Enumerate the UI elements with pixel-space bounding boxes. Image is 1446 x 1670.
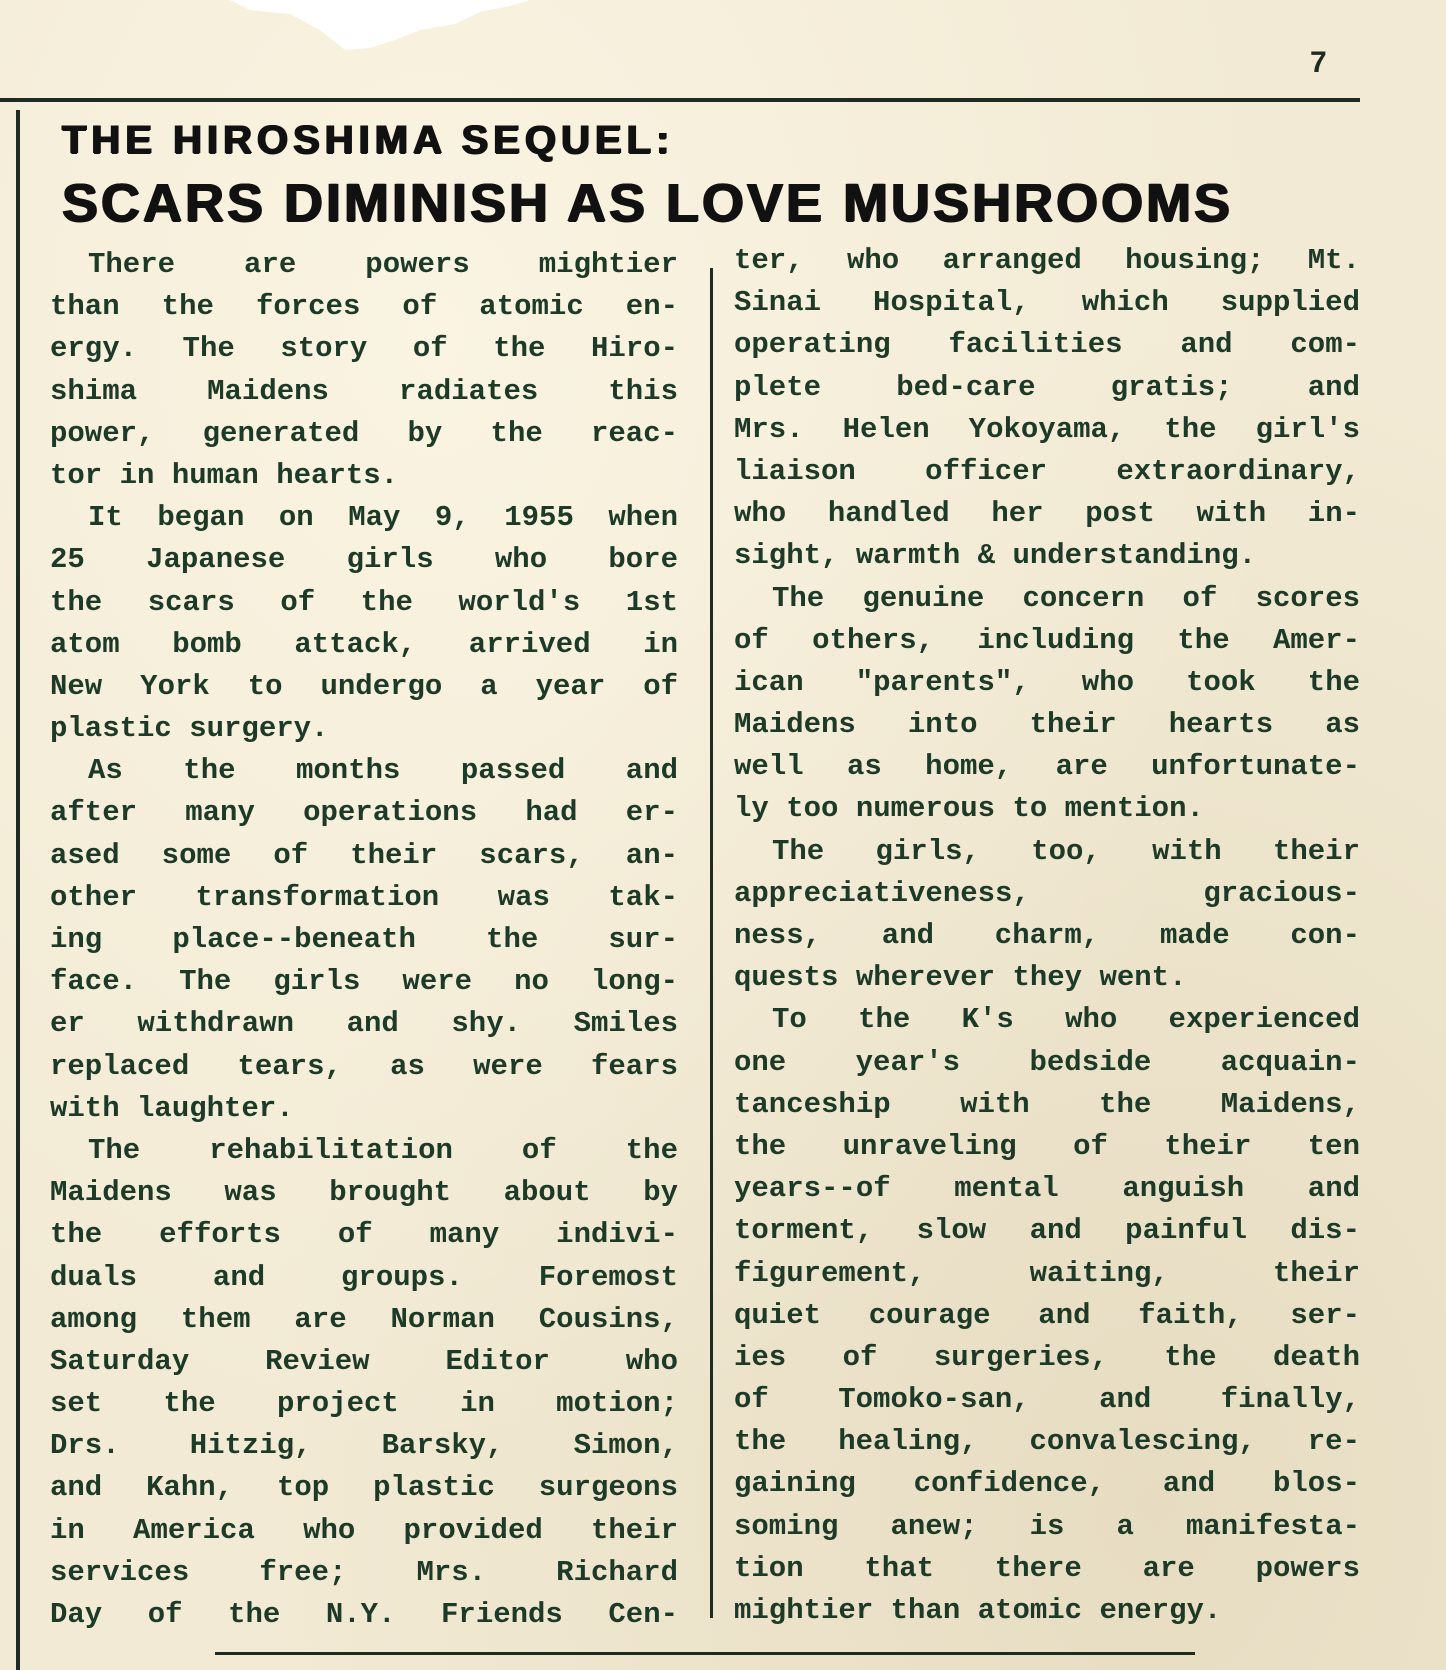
text-line: tor in human hearts. [50,458,399,492]
headline-kicker: THE HIROSHIMA SEQUEL: [62,118,675,162]
text-line: ergy. The story of the Hiro- [50,332,678,366]
text-line: The girls, too, with their [772,834,1360,868]
text-line: of Tomoko-san, and finally, [734,1383,1360,1417]
text-line: Day of the N.Y. Friends Cen- [50,1598,678,1631]
text-line: ly too numerous to mention. [734,792,1204,826]
text-line: gaining confidence, and blos- [734,1467,1360,1501]
text-line: er withdrawn and shy. Smiles [50,1007,678,1041]
text-line: the unraveling of their ten [734,1129,1360,1163]
text-line: with laughter. [50,1091,294,1125]
text-line: plete bed-care gratis; and [734,370,1360,404]
top-rule [0,98,1360,102]
text-line: Saturday Review Editor who [50,1344,678,1378]
text-line: than the forces of atomic en- [50,290,678,324]
text-line: well as home, are unfortunate- [734,750,1360,784]
text-line: Drs. Hitzig, Barsky, Simon, [50,1429,678,1463]
text-line: tanceship with the Maidens, [734,1087,1360,1121]
text-line: figurement, waiting, their [734,1256,1360,1290]
text-line: appreciativeness, gracious- [734,876,1360,910]
text-line: Maidens was brought about by [50,1176,678,1210]
text-line: operating facilities and com- [734,328,1360,362]
text-line: plastic surgery. [50,712,329,746]
text-line: atom bomb attack, arrived in [50,627,678,661]
text-line: the scars of the world's 1st [50,585,678,619]
text-line: ased some of their scars, an- [50,838,678,872]
text-line: It began on May 9, 1955 when [88,501,678,535]
text-line: mightier than atomic energy. [734,1594,1222,1627]
text-line: New York to undergo a year of [50,669,678,703]
text-line: To the K's who experienced [772,1003,1360,1037]
page-number: 7 [1310,46,1327,79]
text-line: other transformation was tak- [50,880,678,914]
text-line: the healing, convalescing, re- [734,1425,1360,1459]
text-line: after many operations had er- [50,796,678,830]
text-line: sight, warmth & understanding. [734,539,1257,573]
bottom-rule [215,1652,1195,1655]
text-line: ter, who arranged housing; Mt. [734,244,1360,277]
text-line: soming anew; is a manifesta- [734,1509,1360,1543]
text-line: one year's bedside acquain- [734,1045,1360,1079]
article-column-right [734,240,1360,1632]
text-line: torment, slow and painful dis- [734,1214,1360,1248]
text-line: who handled her post with in- [734,497,1360,531]
text-line: ies of surgeries, the death [734,1340,1360,1374]
torn-edge [0,0,1446,70]
text-line: among them are Norman Cousins, [50,1302,678,1336]
text-line: quests wherever they went. [734,961,1187,995]
text-line: Maidens into their hearts as [734,708,1360,742]
column-divider [710,268,713,1618]
text-line: ican "parents", who took the [734,665,1360,699]
text-line: Sinai Hospital, which supplied [734,286,1360,320]
text-line: The rehabilitation of the [88,1133,678,1167]
text-line: set the project in motion; [50,1387,678,1421]
text-line: Mrs. Helen Yokoyama, the girl's [734,412,1360,446]
article-column-left [50,244,678,1636]
left-rule [16,110,20,1670]
text-line: The genuine concern of scores [772,581,1360,615]
text-line: of others, including the Amer- [734,623,1360,657]
headline-main: SCARS DIMINISH AS LOVE MUSHROOMS [62,173,1234,233]
text-line: services free; Mrs. Richard [50,1555,678,1589]
text-line: quiet courage and faith, ser- [734,1298,1360,1332]
text-line: There are powers mightier [88,248,678,281]
text-line: and Kahn, top plastic surgeons [50,1471,678,1505]
text-line: 25 Japanese girls who bore [50,543,678,577]
text-line: As the months passed and [88,754,678,788]
text-line: duals and groups. Foremost [50,1260,678,1294]
text-line: liaison officer extraordinary, [734,454,1360,488]
text-line: power, generated by the reac- [50,416,678,450]
text-line: shima Maidens radiates this [50,374,678,408]
text-line: face. The girls were no long- [50,965,678,999]
text-line: ing place--beneath the sur- [50,923,678,956]
text-line: replaced tears, as were fears [50,1049,678,1083]
text-line: tion that there are powers [734,1551,1360,1585]
text-line: years--of mental anguish and [734,1172,1360,1206]
text-line: in America who provided their [50,1513,678,1547]
text-line: the efforts of many indivi- [50,1218,678,1252]
text-line: ness, and charm, made con- [734,919,1360,952]
